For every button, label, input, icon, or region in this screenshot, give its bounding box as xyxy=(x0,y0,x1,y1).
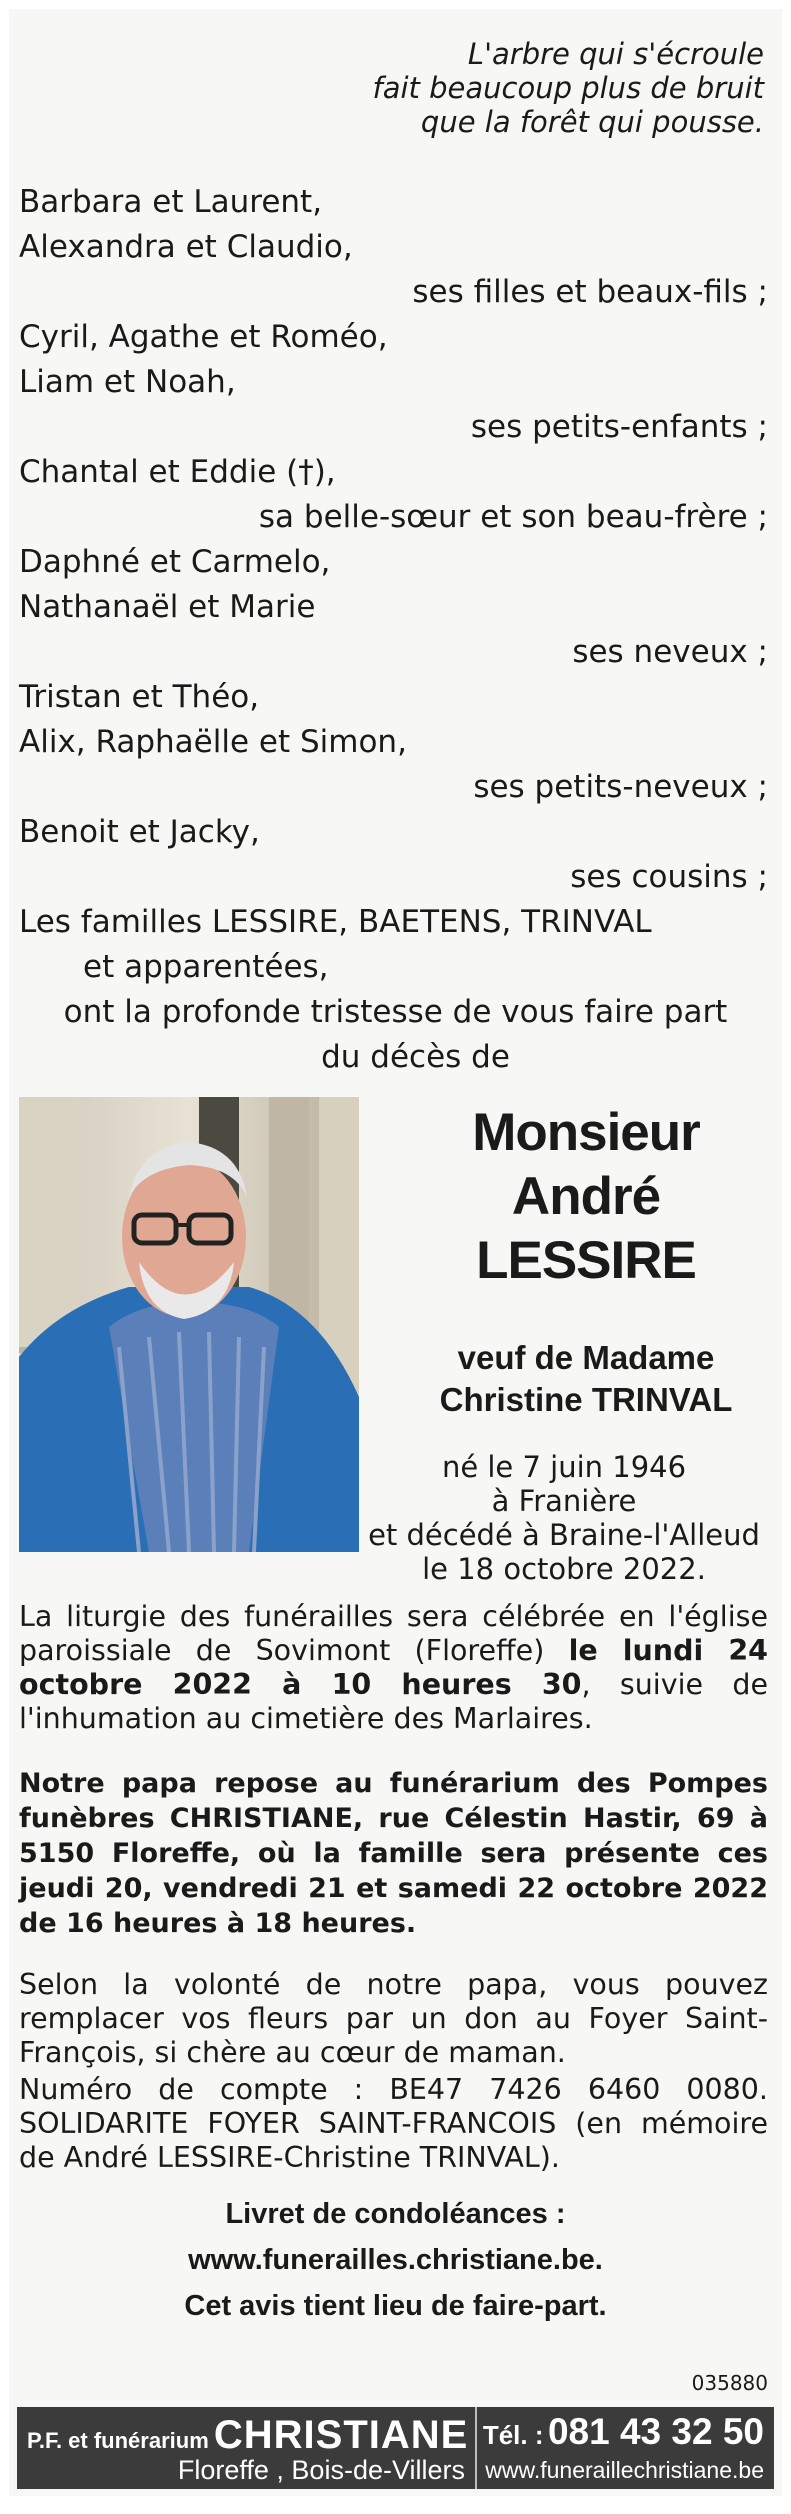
date-line: à Franière xyxy=(491,1484,637,1518)
epigraph-quote xyxy=(373,37,765,139)
family-line: du décès de xyxy=(321,1039,510,1075)
condolence-label: Livret de condoléances : xyxy=(225,2198,566,2230)
funeral-home-name-block xyxy=(17,2407,477,2489)
family-line: Tristan et Théo, xyxy=(19,679,260,715)
family-line: ses petits-enfants ; xyxy=(470,409,768,445)
family-line: Barbara et Laurent, xyxy=(19,184,323,220)
quote-line: que la forêt qui pousse. xyxy=(420,105,764,139)
liturgy-date: le lundi 24 octobre 2022 à 10 heures 30 xyxy=(19,1634,768,1701)
family-line: Nathanaël et Marie xyxy=(19,589,316,625)
funeral-home-prefix: P.F. et funérarium xyxy=(27,2428,209,2453)
family-line: Daphné et Carmelo, xyxy=(19,544,331,580)
family-line: Cyril, Agathe et Roméo, xyxy=(19,319,388,355)
family-line: ont la profonde tristesse de vous faire part xyxy=(63,994,728,1030)
family-line: Benoit et Jacky, xyxy=(19,814,260,850)
phone-number[interactable]: 081 43 32 50 xyxy=(547,2411,764,2452)
family-line: Chantal et Eddie (†), xyxy=(19,454,336,490)
flowers-paragraph: Selon la volonté de notre papa, vous pouvez remplacer vos fleurs par un don au Foyer Saint-François, si chère au cœur de maman. xyxy=(19,1968,768,2069)
family-line: et apparentées, xyxy=(83,949,329,985)
date-line: le 18 octobre 2022. xyxy=(422,1552,706,1586)
liturgy-text-end: , suivie de l'inhumation au cimetière des Marlaires. xyxy=(19,1668,768,1735)
liturgy-text: La liturgie des funérailles sera célébrée en l'église paroissiale de Sovimont (Floreffe) xyxy=(19,1600,768,1667)
condolence-link[interactable]: www.funerailles.christiane.be. xyxy=(188,2244,603,2276)
family-line: ses neveux ; xyxy=(572,634,768,670)
spouse-name: Christine TRINVAL xyxy=(439,1381,733,1418)
portrait-photo xyxy=(19,1097,359,1552)
deceased-title: Monsieur xyxy=(472,1103,700,1162)
family-line: ses petits-neveux ; xyxy=(473,769,768,805)
phone-line xyxy=(483,2411,764,2453)
birth-death-dates xyxy=(364,1450,764,1586)
funeral-home-brand: CHRISTIANE xyxy=(213,2413,469,2457)
liturgy-paragraph xyxy=(19,1600,768,1736)
spouse-info xyxy=(401,1337,771,1421)
family-line: ses filles et beaux-fils ; xyxy=(412,274,768,310)
spouse-line: veuf de Madame xyxy=(457,1339,715,1376)
family-line: Liam et Noah, xyxy=(19,364,236,400)
family-line: ses cousins ; xyxy=(570,859,768,895)
notice-statement: Cet avis tient lieu de faire-part. xyxy=(184,2290,607,2322)
reference-number: 035880 xyxy=(691,2371,768,2395)
deceased-name xyxy=(401,1101,771,1293)
family-line: Alix, Raphaëlle et Simon, xyxy=(19,724,407,760)
family-line: Alexandra et Claudio, xyxy=(19,229,353,265)
deceased-last-name: LESSIRE xyxy=(476,1231,696,1290)
date-line: et décédé à Braine-l'Alleud xyxy=(368,1518,760,1552)
portrait-image xyxy=(19,1097,359,1552)
funeral-home-contact xyxy=(479,2407,774,2489)
quote-line: fait beaucoup plus de bruit xyxy=(372,71,764,105)
account-paragraph: Numéro de compte : BE47 7426 6460 0080. SOLIDARITE FOYER SAINT-FRANCOIS (en mémoire de André LESSIRE-Christine TRINVAL). xyxy=(19,2073,768,2174)
death-notice xyxy=(9,9,782,2496)
funeral-home-website[interactable]: www.funeraillechristiane.be xyxy=(485,2457,764,2483)
rest-paragraph: Notre papa repose au funérarium des Pompes funèbres CHRISTIANE, rue Célestin Hastir, 69 à 5150 Floreffe, où la famille sera présente ces jeudi 20, vendredi 21 et samedi 22 octobre 2022 de 16 heures à 18 heures. xyxy=(19,1768,768,1939)
deceased-first-name: André xyxy=(511,1167,661,1226)
quote-line: L'arbre qui s'écroule xyxy=(467,37,764,71)
funeral-home-banner xyxy=(17,2407,774,2489)
funeral-home-locations: Floreffe , Bois-de-Villers xyxy=(177,2455,465,2485)
date-line: né le 7 juin 1946 xyxy=(441,1450,687,1484)
phone-label: Tél. : xyxy=(482,2420,544,2450)
family-line: sa belle-sœur et son beau-frère ; xyxy=(258,499,768,535)
family-line: Les familles LESSIRE, BAETENS, TRINVAL xyxy=(19,904,652,940)
